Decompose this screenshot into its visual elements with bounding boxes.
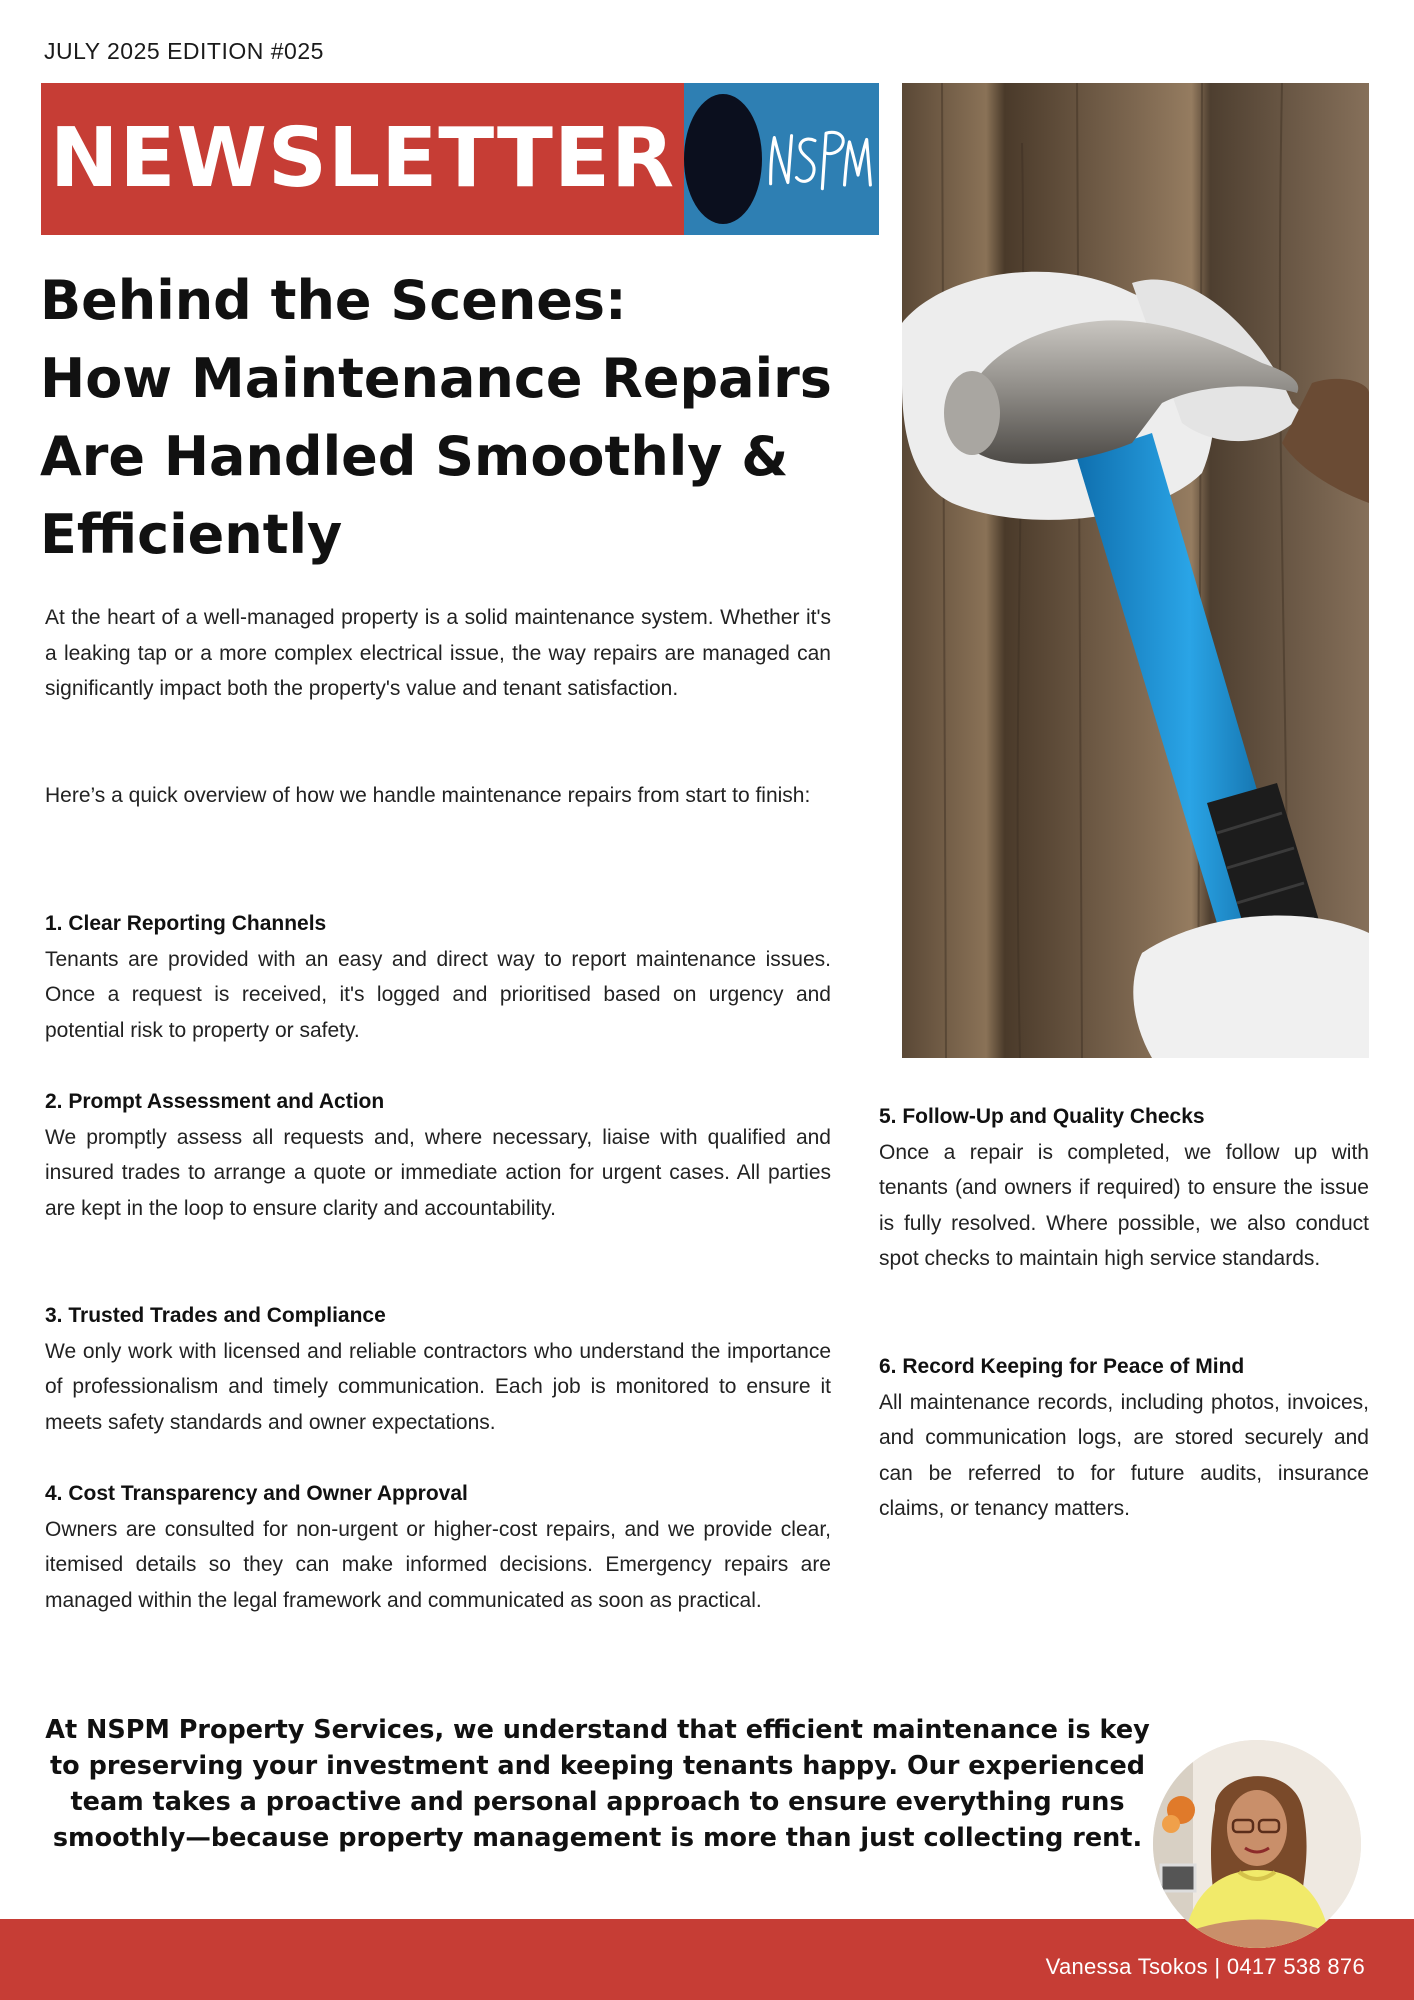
section-title: 4. Cost Transparency and Owner Approval bbox=[45, 1482, 468, 1505]
hammer-illustration bbox=[902, 83, 1369, 1058]
footer-contact: Vanessa Tsokos | 0417 538 876 bbox=[1045, 1954, 1365, 1979]
section-title: 6. Record Keeping for Peace of Mind bbox=[879, 1355, 1245, 1378]
intro-paragraph: Here’s a quick overview of how we handle maintenance repairs from start to finish: bbox=[45, 784, 811, 807]
agent-portrait bbox=[1153, 1740, 1361, 1948]
agent-portrait-illustration bbox=[1153, 1740, 1361, 1948]
edition-label: JULY 2025 EDITION #025 bbox=[44, 38, 324, 64]
section-body: Tenants are provided with an easy and direct way to report maintenance issues. Once a request is received, it's logged and prioritised based on urgency and potential risk to property or safety. bbox=[45, 947, 831, 1042]
hammer-photo bbox=[902, 83, 1369, 1058]
section-body: We only work with licensed and reliable contractors who understand the importance of professionalism and timely communication. Each job is monitored to ensure it meets safety standards and owner expectations. bbox=[45, 1339, 831, 1434]
section-title: 5. Follow-Up and Quality Checks bbox=[879, 1105, 1205, 1128]
logo-circle bbox=[684, 94, 762, 224]
headline-line: Behind the Scenes: bbox=[40, 269, 627, 332]
headline-line: Are Handled Smoothly & bbox=[40, 425, 789, 488]
section-5 bbox=[879, 1099, 1369, 1277]
section-title: 2. Prompt Assessment and Action bbox=[45, 1090, 385, 1113]
masthead-title: NEWSLETTER bbox=[49, 111, 676, 206]
headline-line: Efficiently bbox=[40, 503, 343, 566]
section-6 bbox=[879, 1349, 1369, 1527]
nspm-logo bbox=[762, 116, 879, 202]
section-body: Owners are consulted for non-urgent or higher-cost repairs, and we provide clear, itemised details so they can make informed decisions. Emergency repairs are managed within the legal framework and communicated as soon as practical. bbox=[45, 1517, 831, 1612]
section-title: 3. Trusted Trades and Compliance bbox=[45, 1304, 386, 1327]
logo-block bbox=[684, 83, 879, 235]
intro-paragraph: At the heart of a well-managed property is a solid maintenance system. Whether it's a leaking tap or a more complex electrical issue, the way repairs are managed can significantly impact both the property's value and tenant satisfaction. bbox=[45, 606, 831, 700]
section-body: Once a repair is completed, we follow up with tenants (and owners if required) to ensure the issue is fully resolved. Where possible, we also conduct spot checks to maintain high service standards. bbox=[879, 1140, 1369, 1270]
section-body: We promptly assess all requests and, where necessary, liaise with qualified and insured trades to arrange a quote or immediate action for urgent cases. All parties are kept in the loop to ensure clarity and accountability. bbox=[45, 1125, 831, 1220]
headline bbox=[40, 262, 860, 574]
section-body: All maintenance records, including photos, invoices, and communication logs, are stored securely and can be referred to for future audits, insurance claims, or tenancy matters. bbox=[879, 1390, 1369, 1520]
section-3 bbox=[45, 1298, 831, 1440]
closing-statement: At NSPM Property Services, we understand that efficient maintenance is key to preserving your investment and keeping tenants happy. Our experienced team takes a proactive and personal approach to ensure everything runs smoothly—because property management is more than just collecting rent. bbox=[45, 1715, 1150, 1853]
section-2 bbox=[45, 1084, 831, 1226]
masthead bbox=[41, 83, 879, 235]
section-1 bbox=[45, 906, 831, 1048]
headline-line: How Maintenance Repairs bbox=[40, 347, 832, 410]
section-4 bbox=[45, 1476, 831, 1618]
section-title: 1. Clear Reporting Channels bbox=[45, 912, 327, 935]
masthead-title-block bbox=[41, 83, 684, 235]
